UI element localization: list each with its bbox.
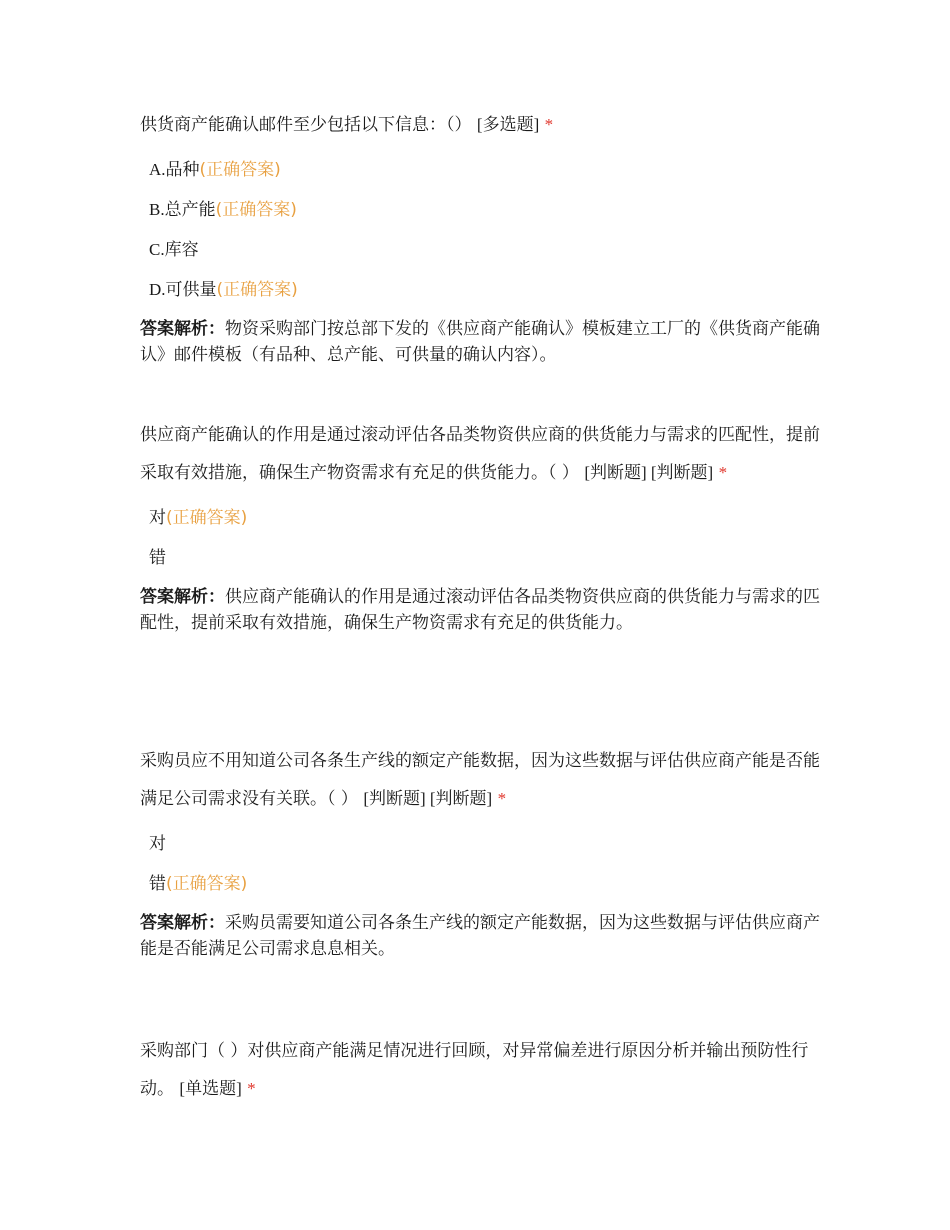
question-4 (140, 1032, 820, 1108)
question-text (140, 742, 820, 818)
answer-analysis (140, 316, 820, 368)
correct-answer-tag: (正确答案) (199, 160, 281, 180)
question-3 (140, 742, 820, 962)
option-text: 对 (149, 508, 166, 528)
option-list (140, 150, 820, 310)
question-type: [单选题] (179, 1079, 242, 1098)
question-stem: 采购部门（ ）对供应商产能满足情况进行回顾，对异常偏差进行原因分析并输出预防性行动。 (140, 1041, 809, 1099)
analysis-text: 采购员需要知道公司各条生产线的额定产能数据，因为这些数据与评估供应商产能是否能满足公司需求息息相关。 (140, 913, 820, 959)
analysis-text: 物资采购部门按总部下发的《供应商产能确认》模板建立工厂的《供货商产能确认》邮件模板（有品种、总产能、可供量的确认内容）。 (140, 319, 820, 365)
option-text: 品种 (165, 160, 200, 180)
answer-analysis (140, 910, 820, 962)
required-marker: * (247, 1079, 256, 1098)
option-text: 错 (149, 874, 166, 894)
question-stem: 供应商产能确认的作用是通过滚动评估各品类物资供应商的供货能力与需求的匹配性，提前采取有效措施，确保生产物资需求有充足的供货能力。（ ） (140, 425, 820, 483)
option-letter: A. (149, 160, 166, 179)
question-2 (140, 416, 820, 636)
question-stem: 供货商产能确认邮件至少包括以下信息：（） (140, 115, 472, 135)
required-marker: * (497, 789, 507, 808)
option-letter: D. (149, 280, 166, 299)
question-type: [多选题] (476, 115, 540, 134)
question-1 (140, 106, 820, 368)
option-a[interactable] (140, 150, 820, 190)
question-text (140, 106, 820, 144)
option-text: 对 (149, 834, 166, 854)
analysis-label: 答案解析： (140, 913, 225, 933)
required-marker: * (718, 463, 728, 482)
option-true[interactable] (140, 498, 820, 538)
option-d[interactable] (140, 270, 820, 310)
option-list (140, 824, 820, 904)
question-stem: 采购员应不用知道公司各条生产线的额定产能数据，因为这些数据与评估供应商产能是否能满足公司需求没有关联。（ ） (140, 751, 820, 809)
option-text: 错 (149, 548, 166, 568)
option-list (140, 498, 820, 578)
option-letter: B. (149, 200, 165, 219)
required-marker: * (544, 115, 554, 134)
question-type: [判断题] [判断题] (584, 463, 714, 482)
option-true[interactable] (140, 824, 820, 864)
analysis-label: 答案解析： (140, 587, 225, 607)
option-false[interactable] (140, 538, 820, 578)
question-text (140, 1032, 820, 1108)
correct-answer-tag: (正确答案) (216, 280, 298, 300)
analysis-text: 供应商产能确认的作用是通过滚动评估各品类物资供应商的供货能力与需求的匹配性，提前采取有效措施，确保生产物资需求有充足的供货能力。 (140, 587, 820, 633)
option-letter: C. (149, 240, 165, 259)
option-text: 可供量 (165, 280, 217, 300)
option-c[interactable] (140, 230, 820, 270)
answer-analysis (140, 584, 820, 636)
question-text (140, 416, 820, 492)
correct-answer-tag: (正确答案) (166, 874, 248, 894)
correct-answer-tag: (正确答案) (166, 508, 248, 528)
option-b[interactable] (140, 190, 820, 230)
option-text: 总产能 (164, 200, 216, 220)
option-text: 库容 (164, 240, 199, 260)
question-type: [判断题] [判断题] (363, 789, 493, 808)
correct-answer-tag: (正确答案) (215, 200, 297, 220)
option-false[interactable] (140, 864, 820, 904)
analysis-label: 答案解析： (140, 319, 225, 339)
